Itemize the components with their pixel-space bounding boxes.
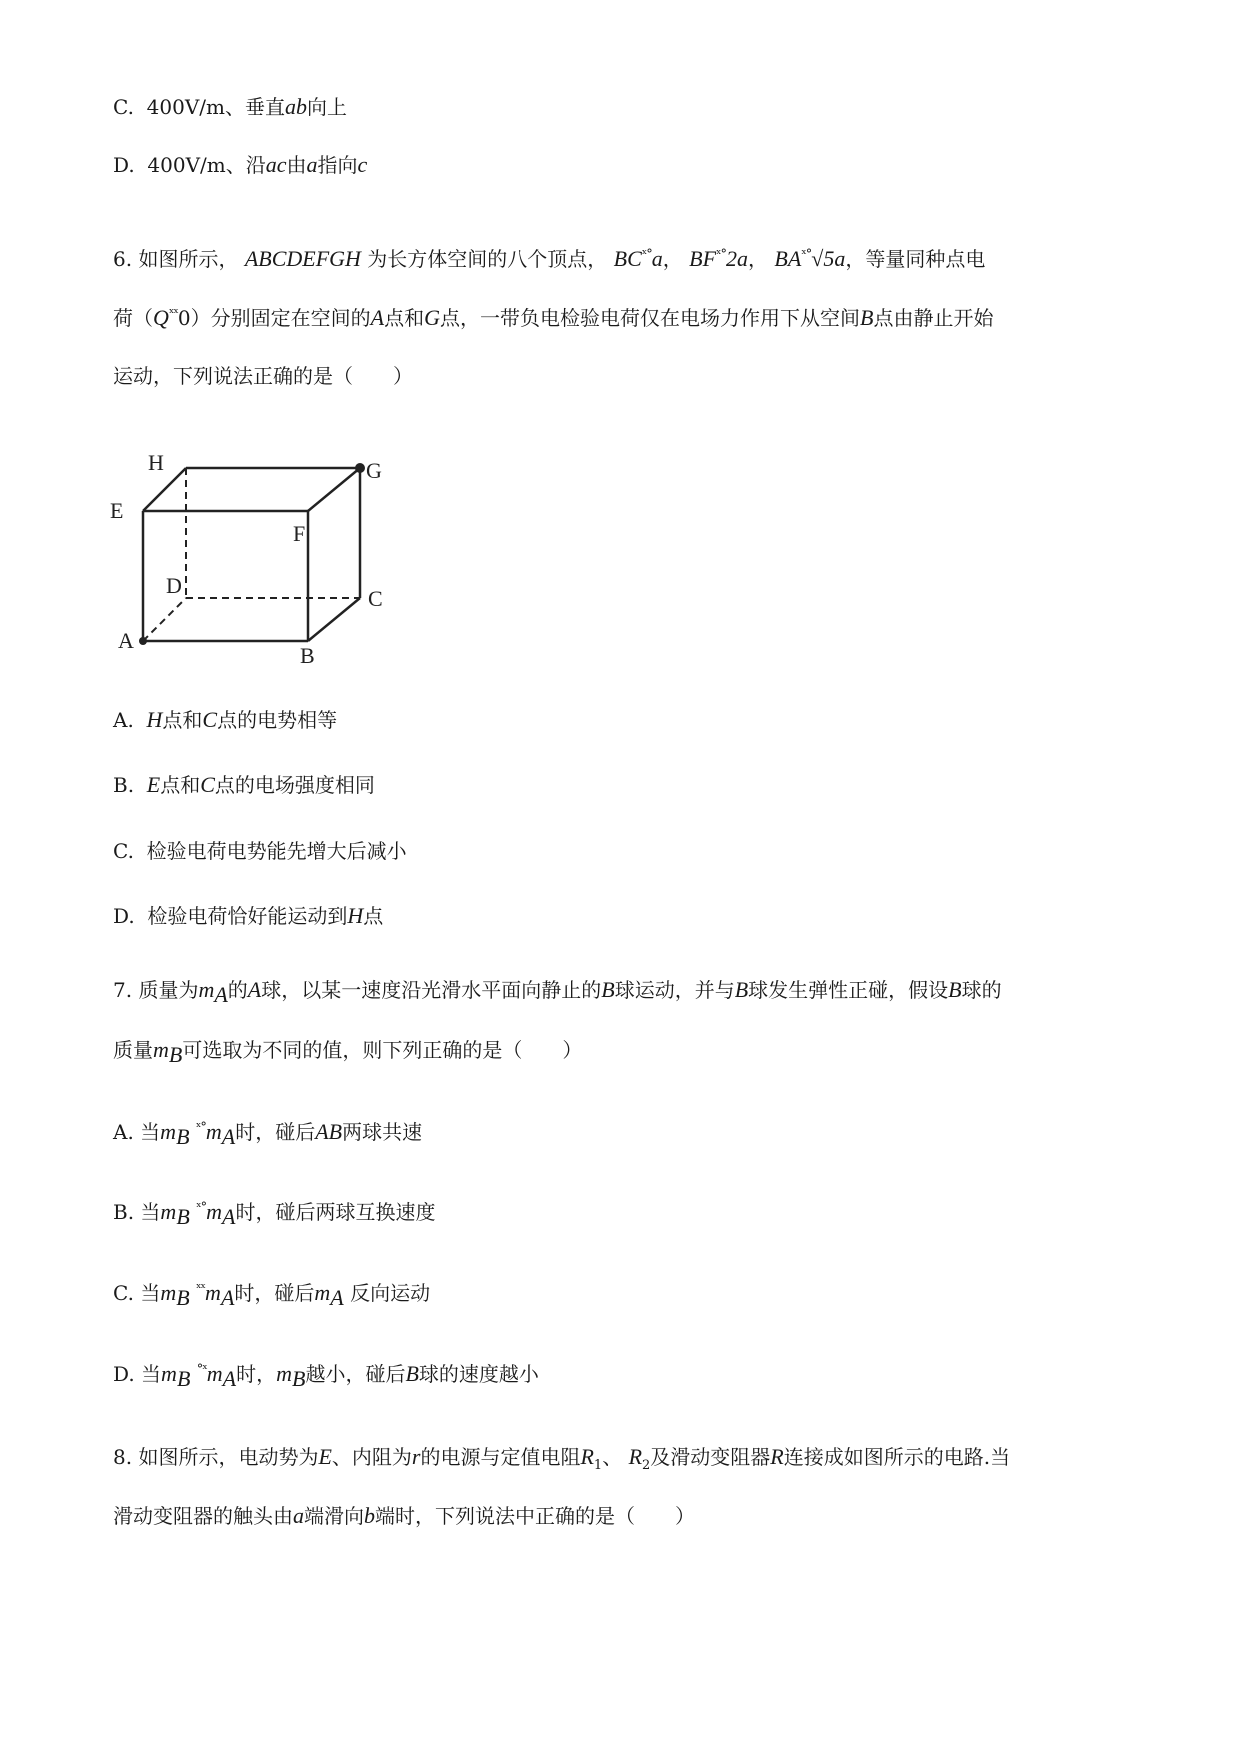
q6-option-d: D. 检验电荷恰好能运动到H点 xyxy=(113,903,384,928)
q7-stem-line-2: 质量$m_B$可选取为不同的值，则下列正确的是（ ） xyxy=(113,1037,583,1067)
q6-option-b: B. E点和C点的电场强度相同 xyxy=(113,772,375,797)
q6-stem-line-2: 荷$(Q^{ˣˣ}0)$分别固定在空间的A点和G点，一带负电检验电荷仅在电场力作用下从空间B点由静止开始 xyxy=(113,305,994,330)
q6-option-a: A. H点和C点的电势相等 xyxy=(113,707,338,732)
q5-option-d: D. 400V/m、沿ac由a指向c xyxy=(113,152,368,177)
edge-FG xyxy=(308,468,360,511)
label-B: B xyxy=(300,643,315,668)
label-D: D xyxy=(166,573,182,598)
charge-point-A xyxy=(139,637,147,645)
q7-option-b: B. 当$m_B$ $^{ˣ^\circ}m_A$时，碰后两球互换速度 xyxy=(113,1199,436,1229)
q8-stem-line-1: 8. 如图所示，电动势为E、内阻为r的电源与定值电阻$R_1$、 $R_2$及滑动变阻器R连接成如图所示的电路.当 xyxy=(113,1444,1011,1473)
q6-stem-line-1: 6. 如图所示， ABCDEFGH 为长方体空间的八个顶点， $BC^{ˣ^\circ}a$， $BF^{ˣ^\circ}2a$， $BA^{ˣ^\circ}√5a$，等量同种点电 xyxy=(113,246,986,271)
q8-stem-line-2: 滑动变阻器的触头由a端滑向b端时，下列说法中正确的是（ ） xyxy=(113,1503,695,1528)
q6-stem-line-3: 运动，下列说法正确的是（ ） xyxy=(113,364,413,388)
q7-option-c: C. 当$m_B$ $^{ˣˣ}m_A$时，碰后$m_A$ 反向运动 xyxy=(113,1280,431,1310)
q7-stem-line-1: 7. 质量为$m_A$的A球，以某一速度沿光滑水平面向静止的B球运动，并与B球发生弹性正碰，假设B球的 xyxy=(113,977,1002,1007)
q7-option-a: A. 当$m_B$ $^{ˣ^\circ}m_A$时，碰后AB两球共速 xyxy=(113,1119,423,1149)
edge-AD-hidden xyxy=(143,598,186,641)
label-G: G xyxy=(366,458,382,483)
cuboid-figure xyxy=(108,448,408,668)
edge-BC xyxy=(308,598,360,641)
q5-option-c: C. 400V/m、垂直ab向上 xyxy=(113,94,347,119)
label-F: F xyxy=(293,521,306,546)
label-E: E xyxy=(110,498,124,523)
label-H: H xyxy=(148,450,164,475)
q6-option-c: C. 检验电荷电势能先增大后减小 xyxy=(113,839,407,863)
q7-option-d: D. 当$m_B$ $^{^\circ ˣ}m_A$时，$m_B$越小，碰后B球的速度越小 xyxy=(113,1361,539,1391)
label-A: A xyxy=(118,628,134,653)
charge-point-G xyxy=(355,463,365,473)
label-C: C xyxy=(368,586,383,611)
